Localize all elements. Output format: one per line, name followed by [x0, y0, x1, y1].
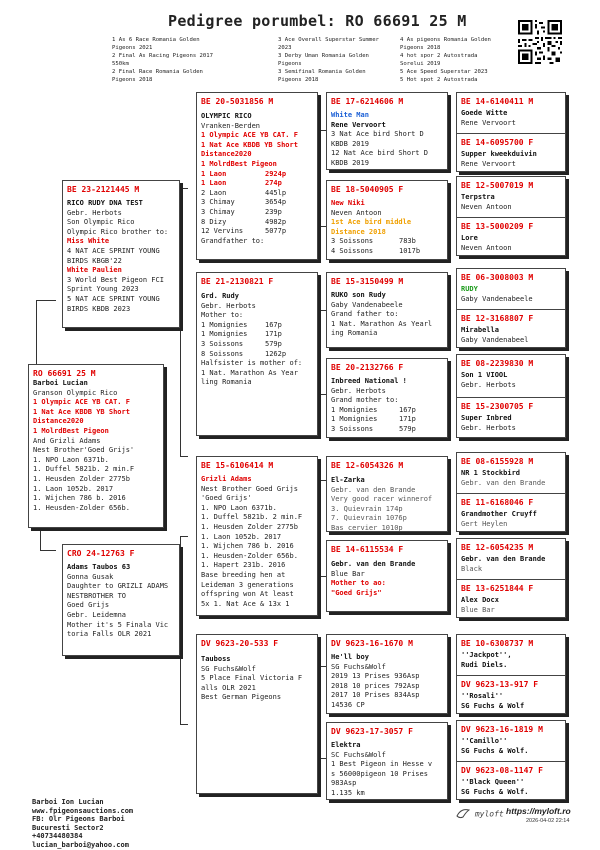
info-line: 1 Best Pigeon in Hesse v [331, 760, 433, 769]
achievement-line: Distance2020 [201, 150, 252, 159]
ring-number: BE 14-6140411 M [461, 97, 534, 106]
info-line: 1. Hapert 231b. 2016 [201, 561, 286, 570]
info-line: 3 Nat Ace bird Short D [331, 130, 424, 139]
result-line: 1 Laon 2924p [201, 169, 287, 178]
pigeon-name: Gebr. van den Brande [331, 560, 416, 568]
info-line: ing Romania [331, 329, 378, 338]
ancestor-entry[interactable] [457, 539, 565, 579]
header-line: 5 Ace Speed Superstar 2023 [400, 69, 488, 75]
ring-number: BE 20-5031856 M [201, 97, 274, 106]
breeder-name: Gebr. Herbots [461, 380, 516, 389]
result-line: 1 Laon 274p [201, 179, 282, 188]
result-line: 3 Soissons 579p [201, 339, 282, 348]
info-line: Granson Olympic Rico [33, 388, 118, 397]
ancestor-pair-card[interactable] [456, 92, 566, 172]
breeder-name: Blue Bar [461, 605, 495, 614]
ring-number: BE 08-6155928 M [461, 457, 534, 466]
info-line: Base breeding hen at [201, 570, 286, 579]
great-grandparent-card[interactable] [326, 634, 448, 714]
contact-website-link[interactable]: www.fpigeonsauctions.com [32, 806, 134, 815]
info-line: Grand father to: [331, 310, 399, 319]
info-line: 5x 1. Nat Ace & 13x 1 [201, 599, 290, 608]
info-line: Halfsister is mother of: [201, 359, 303, 368]
info-line: 1. Heusden Zolder 2775b [33, 474, 130, 483]
pigeon-name: Terpstra [461, 193, 495, 201]
header-line: 4 As pigeons Romania Golden [400, 37, 491, 43]
ancestor-pair-card[interactable] [456, 354, 566, 438]
ring-number: BE 15-6106414 M [201, 461, 274, 470]
info-line: toria Falls OLR 2021 [67, 630, 152, 639]
info-line: 5 Place Final Victoria F [201, 674, 303, 683]
pigeon-icon [456, 808, 470, 820]
website-link[interactable]: https://myloft.ro [506, 806, 571, 816]
ring-number: BE 17-6214606 M [331, 97, 404, 106]
pigeon-name: Grizli Adams [201, 475, 252, 483]
pigeon-name: White Man [331, 111, 369, 119]
header-line: Pigeons 2018 [278, 77, 319, 83]
info-line: Gebr. Herbots [331, 386, 386, 395]
pigeon-name: Alex Docx [461, 596, 499, 604]
result-line: 3 Soissons 783b [331, 237, 416, 246]
pigeon-name: Barboi Lucian [33, 379, 88, 387]
result-line: 2 Laon 445lp [201, 188, 287, 197]
result-line: 3 Chimay 239p [201, 207, 282, 216]
info-line: 3. Quievrain 174p [331, 504, 403, 513]
ring-number: BE 23-2121445 M [67, 185, 140, 194]
ring-number: DV 9623-16-1819 M [461, 725, 543, 734]
result-line: 1 Momignies 167p [201, 320, 282, 329]
subject-card[interactable] [28, 364, 164, 528]
ancestor-pair-card[interactable] [456, 268, 566, 348]
ring-number: BE 10-6308737 M [461, 639, 534, 648]
ring-number: DV 9623-16-1670 M [331, 639, 413, 648]
ring-number: CRO 24-12763 F [67, 549, 135, 558]
ancestor-entry[interactable] [457, 269, 565, 309]
info-line: SG Fuchs&Wolf [201, 664, 256, 673]
contact-info [32, 798, 133, 850]
info-line: Very good racer winnerof [331, 495, 433, 504]
info-line: 2018 10 prices 792Asp [331, 681, 420, 690]
breeder-name: Gaby Vandenabeele [461, 294, 533, 303]
achievement-line: "Goed Grijs" [331, 588, 382, 597]
pigeon-name: RUDY [461, 285, 478, 293]
breeder-name: Black [461, 564, 483, 573]
info-line: Grand mother to: [331, 396, 399, 405]
ring-number: DV 9623-17-3057 F [331, 727, 413, 736]
info-line: 1.135 km [331, 788, 365, 797]
info-line: 4 NAT ACE SPRINT YOUNG [67, 246, 160, 255]
pigeon-name: Son 1 VIOOL [461, 371, 508, 379]
pigeon-name: NR 1 Stockbird [461, 469, 521, 477]
ancestor-entry[interactable] [457, 133, 565, 172]
pigeon-name: RUKO son Rudy [331, 291, 386, 299]
info-line: Gebr. Herbots [201, 301, 256, 310]
info-line: 1. Heusden-Zolder 656b. [201, 551, 298, 560]
info-line: 1. Wijchen 786 b. 2016 [201, 542, 294, 551]
great-grandparent-card[interactable] [326, 456, 448, 532]
breeder-name: SG Fuchs & Wolf [461, 701, 525, 710]
info-line: 7. Quievrain 1076p [331, 514, 407, 523]
ancestor-entry[interactable] [457, 93, 565, 133]
ancestor-entry[interactable] [457, 217, 565, 256]
ancestor-pair-card[interactable] [456, 452, 566, 532]
breeder-name: Rudi Diels. [461, 660, 508, 669]
pigeon-name: Grandmother Cruyff [461, 510, 537, 518]
breeder-name: Gebr. van den Brande [461, 478, 546, 487]
info-line: offspring won At least [201, 590, 294, 599]
info-line: Gebr. Herbots [67, 208, 122, 217]
pigeon-name: Supper kweekduivin [461, 150, 537, 158]
ring-number: DV 9623-20-533 F [201, 639, 279, 648]
info-line: KBDB 2019 [331, 139, 369, 148]
info-line: 1. Wijchen 786 b. 2016 [33, 494, 126, 503]
ancestor-entry[interactable] [457, 721, 565, 761]
result-line: 3 Chimay 3654p [201, 198, 287, 207]
qr-code-icon [518, 20, 562, 64]
pigeon-name: OLYMPIC RICO [201, 112, 252, 120]
info-line: s 56000pigeon 10 Prises [331, 769, 428, 778]
ancestor-entry[interactable] [457, 493, 565, 532]
info-line: Son Olympic Rico [67, 218, 135, 227]
breeder-name: SG Fuchs & Wolf. [461, 787, 529, 796]
ancestor-entry[interactable] [457, 355, 565, 397]
header-line: 2023 [278, 45, 292, 51]
info-line: 1. Laon 1052b. 2017 [33, 484, 114, 493]
info-line: 1. Duffel 5821b. 2 min.F [33, 465, 135, 474]
breeder-name: Rene Vervoort [331, 120, 386, 129]
breeder-name: SG Fuchs & Wolf. [461, 746, 529, 755]
breeder-name: Neven Antoon [461, 202, 512, 211]
info-line: Best German Pigeons [201, 693, 282, 702]
info-line: 1. NPO Laon 6371b. [201, 503, 277, 512]
ring-number: BE 13-6251844 F [461, 584, 534, 593]
great-grandparent-card[interactable] [326, 272, 448, 348]
pigeon-name: Lore [461, 234, 478, 242]
pigeon-name: He'll boy [331, 653, 369, 661]
info-line: BIRDS KBDB 2023 [67, 304, 131, 313]
pigeon-name: El-Zarka [331, 476, 365, 484]
achievement-line: Distance 2018 [331, 227, 386, 236]
breeder-name: Neven Antoon [461, 243, 512, 252]
grandparent-card[interactable] [196, 634, 318, 794]
info-line: 2017 10 Prises 834Asp [331, 691, 420, 700]
pigeon-name: Super Inbred [461, 414, 512, 422]
info-line: SC Fuchs&Wolf [331, 750, 386, 759]
header-line: 3 Ace Overall Superstar Summer [278, 37, 380, 43]
info-line: 2019 13 Prises 936Asp [331, 672, 420, 681]
great-grandparent-card[interactable] [326, 92, 448, 170]
header-col-3 [400, 36, 491, 84]
ring-number: BE 21-2130821 F [201, 277, 274, 286]
ancestor-entry[interactable] [457, 309, 565, 348]
dam-card[interactable] [62, 544, 180, 656]
info-line: Mother it's 5 Finala Vic [67, 620, 169, 629]
ring-number: BE 12-3168807 F [461, 314, 534, 323]
info-line: 1. Heusden Zolder 2775b [201, 522, 298, 531]
ring-number: BE 06-3008003 M [461, 273, 534, 282]
ancestor-entry[interactable] [457, 761, 565, 800]
info-line: Goed Grijs [67, 601, 110, 610]
ring-number: BE 14-6115534 F [331, 545, 404, 554]
breeder-name: Gebr. Herbots [461, 423, 516, 432]
result-line: 1 Momignies 171p [331, 415, 416, 424]
header-line: 5 Hot spot 2 Autostrada [400, 77, 478, 83]
pigeon-name: ''Rosali'' [461, 692, 504, 700]
result-line: 3 Soissons 579p [331, 424, 416, 433]
info-line: 1 Nat. Marathon As Yearl [331, 319, 433, 328]
pigeon-name: Goede Witte [461, 109, 508, 117]
pigeon-name: ''Black Queen'' [461, 778, 525, 786]
print-date: 2026-04-02 22:14 [526, 818, 570, 824]
info-line: NESTBROTHER TO [67, 591, 127, 600]
info-line: Blue Bar [331, 569, 365, 578]
info-line: Nest Brother'Goed Grijs' [33, 446, 135, 455]
grandparent-card[interactable] [196, 272, 318, 436]
pigeon-name: Adams Taubos 63 [67, 563, 131, 571]
breeder-name: Gaby Vandenabeel [461, 335, 529, 344]
info-line: 1. Heusden-Zolder 656b. [33, 503, 130, 512]
ring-number: BE 18-5040905 F [331, 185, 404, 194]
ancestor-entry[interactable] [457, 453, 565, 493]
header-line: 2 Final Race Romania Golden [112, 69, 203, 75]
achievement-line: 1 Olympic ACE YB CAT. F [33, 398, 130, 407]
info-line: 5 NAT ACE SPRINT YOUNG [67, 294, 160, 303]
info-line: 983Asp [331, 779, 357, 788]
header-line: Pigeons 2018 [112, 77, 153, 83]
info-line: BIRDS KBGB'22 [67, 256, 122, 265]
info-line: Gaby Vandenabeele [331, 300, 403, 309]
ring-number: BE 20-2132766 F [331, 363, 404, 372]
ring-number: BE 08-2239830 M [461, 359, 534, 368]
pigeon-name: Inbreed National ! [331, 377, 407, 385]
ancestor-entry[interactable] [457, 635, 565, 675]
breeder-name: Gert Heylen [461, 519, 508, 528]
info-line: Sprint Young 2023 [67, 285, 139, 294]
achievement-line: Distance2020 [33, 417, 84, 426]
info-line: Leideman 3 generations [201, 580, 294, 589]
header-line: 3 Derby Uman Romania Golden [278, 53, 369, 59]
info-line: Olympic Rico brother to: [67, 227, 169, 236]
info-line: Gebr. Leidemna [67, 610, 127, 619]
info-line: Gonna Gusak [67, 572, 114, 581]
info-line: 3 World Best Pigeon FCI [67, 275, 164, 284]
info-line: 14536 CP [331, 700, 365, 709]
sire-card[interactable] [62, 180, 180, 328]
ancestor-entry[interactable] [457, 579, 565, 618]
info-line: Vranken-Berden [201, 121, 261, 130]
header-col-2 [278, 36, 379, 84]
pigeon-name: ''Jackpot'', [461, 651, 512, 659]
ring-number: BE 13-5000209 F [461, 222, 534, 231]
header-line: Pigeons 2021 [112, 45, 153, 51]
grandparent-card[interactable] [196, 92, 318, 260]
ancestor-entry[interactable] [457, 675, 565, 714]
info-line: Grandfather to: [201, 236, 265, 245]
ring-number: BE 12-5007019 M [461, 181, 534, 190]
info-line: ling Romania [201, 378, 252, 387]
breeder-name: Rene Vervoort [461, 159, 516, 168]
ancestor-pair-card[interactable] [456, 538, 566, 618]
ring-number: BE 11-6168046 F [461, 498, 534, 507]
achievement-line: 1st Ace bird middle [331, 218, 412, 227]
pigeon-name: RICO RUDY DNA TEST [67, 199, 143, 207]
info-line: Gebr. van den Brande [331, 485, 416, 494]
info-line: Neven Antoon [331, 208, 382, 217]
result-line: 4 Soissons 1017b [331, 246, 421, 255]
info-line: 'Goed Grijs' [201, 494, 252, 503]
info-line: KBDB 2019 [331, 158, 369, 167]
header-line: 2 Final As Racing Pigeons 2017 [112, 53, 214, 59]
info-line: 1. Laon 1052b. 2017 [201, 532, 282, 541]
info-line: Mother to: [201, 311, 244, 320]
myloft-logo: myloft [456, 808, 504, 820]
pigeon-name: Tauboss [201, 655, 231, 663]
great-grandparent-card[interactable] [326, 358, 448, 438]
ring-number: DV 9623-13-917 F [461, 680, 539, 689]
achievement-line: Mother to ao: [331, 579, 386, 588]
ring-number: BE 14-6095700 F [461, 138, 534, 147]
header-line: 3 Semifinal Romania Golden [278, 69, 366, 75]
ring-number: BE 12-6054326 M [331, 461, 404, 470]
info-line: Nest Brother Goed Grijs [201, 484, 298, 493]
header-line: 550km [112, 61, 129, 67]
achievement-line: 1 MolrdBest Pigeon [201, 159, 277, 168]
header-line: Pigeons 2018 [400, 45, 441, 51]
result-line: 8 Soissons 1262p [201, 349, 287, 358]
contact-line: FB: Olr Pigeons Barboi [32, 815, 125, 824]
info-line: 12 Nat Ace bird Short D [331, 149, 428, 158]
info-line: Daughter to GRIZLI ADAMS [67, 582, 169, 591]
result-line: 1 Momignies 171p [201, 330, 282, 339]
breeder-name: Rene Vervoort [461, 118, 516, 127]
ancestor-pair-card[interactable] [456, 634, 566, 714]
achievement-line: White Paulien [67, 266, 122, 275]
header-line: 1 As 6 Race Romania Golden [112, 37, 200, 43]
pigeon-name: Mirabella [461, 326, 499, 334]
info-line: SG Fuchs&Wolf [331, 662, 386, 671]
achievement-line: Miss White [67, 237, 110, 246]
ring-number: BE 12-6054235 M [461, 543, 534, 552]
achievement-line: 1 Nat Ace KBDB YB Short [201, 140, 298, 149]
pigeon-name: New Niki [331, 199, 365, 207]
header-line: Sorelui 2019 [400, 61, 441, 67]
ancestor-entry[interactable] [457, 397, 565, 438]
achievement-line: 1 MolrdBest Pigeon [33, 426, 109, 435]
ring-number: RO 66691 25 M [33, 369, 96, 378]
info-line: alls OLR 2021 [201, 683, 256, 692]
pigeon-name: ''Camillo'' [461, 737, 508, 745]
header-line: Pigeons [278, 61, 302, 67]
page-title: Pedigree porumbel: RO 66691 25 M [168, 12, 467, 30]
result-line: 8 Dizy 4982p [201, 217, 287, 226]
contact-line: Barboi Ion Lucian [32, 798, 104, 806]
pigeon-name: Grd. Rudy [201, 292, 239, 300]
info-line: Bas cervier 1010p [331, 523, 403, 532]
contact-line: Bucuresti Sector2 [32, 823, 104, 832]
ring-number: BE 15-3150499 M [331, 277, 404, 286]
contact-phone: +40734480384 [32, 832, 83, 841]
header-col-1 [112, 36, 213, 84]
result-line: 12 Vervins 5077p [201, 227, 287, 236]
contact-email-link[interactable]: lucian_barboi@yahoo.com [32, 840, 129, 849]
ancestor-pair-card[interactable] [456, 176, 566, 256]
info-line: 1 Nat. Marathon As Year [201, 368, 298, 377]
info-line: And Grizli Adams [33, 436, 101, 445]
ring-number: BE 15-2300705 F [461, 402, 534, 411]
result-line: 1 Momignies 167p [331, 405, 416, 414]
achievement-line: 1 Olympic ACE YB CAT. F [201, 131, 298, 140]
ring-number: DV 9623-08-1147 F [461, 766, 543, 775]
info-line: 1. Duffel 5821b. 2 min.F [201, 513, 303, 522]
header-line: 4 hot spor 2 Autostrada [400, 53, 478, 59]
info-line: 1. NPO Laon 6371b. [33, 455, 109, 464]
great-grandparent-card[interactable] [326, 180, 448, 260]
pigeon-name: Gebr. van den Brande [461, 555, 546, 563]
great-grandparent-card[interactable] [326, 722, 448, 800]
ancestor-pair-card[interactable] [456, 720, 566, 800]
pigeon-name: Elektra [331, 741, 361, 749]
grandparent-card[interactable] [196, 456, 318, 616]
great-grandparent-card[interactable] [326, 540, 448, 612]
ancestor-entry[interactable] [457, 177, 565, 217]
achievement-line: 1 Nat Ace KBDB YB Short [33, 407, 130, 416]
